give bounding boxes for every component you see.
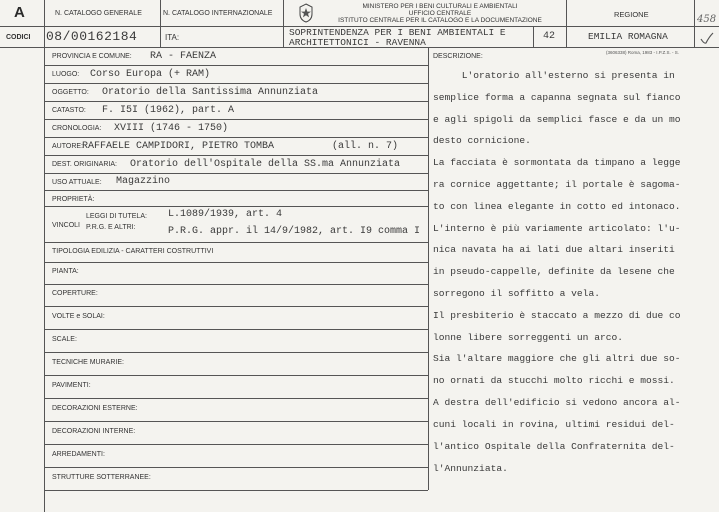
catasto-value: F. I5I (1962), part. A [102,105,235,116]
descrizione-line: to con linea elegante in cotto ed intonaco. [433,200,681,212]
left-margin-rule [44,0,45,512]
section-label: DECORAZIONI ESTERNE: [52,405,138,412]
print-note: (3606338) Roma, 1983 - I.P.Z.S. - S. [606,50,679,55]
cat-internazionale-label: N. CATALOGO INTERNAZIONALE [163,10,273,17]
descrizione-line: lonne libere sorreggenti un arco. [433,331,623,343]
descrizione-label: DESCRIZIONE: [433,53,483,60]
row-rule [44,242,428,243]
descrizione-line: A destra dell'edificio si vedono ancora al- [433,397,681,409]
row-rule [44,173,428,174]
soprintendenza-line: ARCHITETTONICI - RAVENNA [289,37,426,48]
hand-note: 458 [697,14,717,25]
dest-label: DEST. ORIGINARIA: [52,161,117,168]
section-label: VOLTE e SOLAI: [52,313,105,320]
section-label: PAVIMENTI: [52,382,91,389]
emblem-icon [298,3,314,28]
descrizione-line: ra cornice aggettante; il portale è sagoma- [433,178,681,190]
row-rule [44,398,428,399]
descrizione-line: desto cornicione. [433,135,531,147]
proprieta-label: PROPRIETÀ: [52,196,95,203]
codici-label: CODICI [6,34,31,41]
autore-label: AUTORE: [52,143,83,150]
autore-value: RAFFAELE CAMPIDORI, PIETRO TOMBA [82,141,275,152]
cronologia-label: CRONOLOGIA: [52,125,102,132]
row-rule [44,467,428,468]
header-col-rule [283,0,284,47]
prg-label: P.R.G. E ALTRI: [86,224,136,231]
uso-label: USO ATTUALE: [52,179,102,186]
row-rule [44,101,428,102]
vincoli-label: VINCOLI [52,222,81,229]
check-mark-icon [700,32,714,50]
row-rule [44,444,428,445]
descrizione-line: cuni locali in rovina, ultimi residui del- [433,418,675,430]
soprintendenza-line: SOPRINTENDENZA PER I BENI AMBIENTALI E [289,27,506,38]
descrizione-text [433,60,715,485]
descrizione-line: Sia l'altare maggiore che gli altri due so- [433,353,681,365]
section-label: COPERTURE: [52,290,98,297]
row-rule [44,83,428,84]
section-label: STRUTTURE SOTTERRANEE: [52,474,151,481]
section-label: TECNICHE MURARIE: [52,359,124,366]
cronologia-value: XVIII (1746 - 1750) [114,123,229,134]
descrizione-line: Il presbiterio è staccato a mezzo di due co [433,309,681,321]
autore-note: (all. n. 7) [332,141,399,152]
ita-label: ITA: [165,33,180,42]
row-rule [44,65,428,66]
descrizione-line: l'Annunziata. [433,462,508,474]
soprintendenza-code: 42 [543,31,556,42]
luogo-label: LUOGO: [52,71,80,78]
descrizione-line: semplice forma a capanna segnata sul fianco [433,91,681,103]
descrizione-line: e agli spigoli da semplici fasce e da un mo [433,113,681,125]
row-rule [44,119,428,120]
row-rule [44,206,428,207]
section-label: PIANTA: [52,268,79,275]
oggetto-label: OGGETTO: [52,89,89,96]
row-rule [44,190,428,191]
leggi-label: LEGGI DI TUTELA: [86,213,147,220]
cat-generale-label: N. CATALOGO GENERALE [55,10,142,17]
cat-generale-value: 08/00162184 [46,29,138,44]
section-label: ARREDAMENTI: [52,451,105,458]
row-rule [44,329,428,330]
regione-label: REGIONE [614,10,649,19]
row-rule [44,306,428,307]
descrizione-line: in pseudo-cappelle, definite da lesene che [433,266,675,278]
ministero-line: ISTITUTO CENTRALE PER IL CATALOGO E LA DOCUMENTAZIONE [338,17,542,24]
descrizione-line: L'oratorio all'esterno si presenta in [433,69,675,81]
ministero-line: UFFICIO CENTRALE [408,10,472,17]
row-rule [44,352,428,353]
form-letter: A [14,4,25,21]
row-rule [44,155,428,156]
prg-value: P.R.G. appr. il 14/9/1982, art. I9 comma I [168,226,421,237]
leggi-value: L.1089/1939, art. 4 [168,209,283,220]
provincia-label: PROVINCIA E COMUNE: [52,53,132,60]
header-col-rule [694,0,695,47]
descrizione-line: l'antico Ospitale della Confraternita del- [433,440,675,452]
dest-value: Oratorio dell'Ospitale della SS.ma Annunziata [130,159,401,170]
descrizione-line: L'interno è più variamente articolato: l'u- [433,222,681,234]
row-rule [44,137,428,138]
row-rule [44,490,428,491]
row-rule [44,262,428,263]
row-rule [44,375,428,376]
row-rule [44,421,428,422]
section-label: SCALE: [52,336,77,343]
uso-value: Magazzino [116,176,171,187]
section-label: TIPOLOGIA EDILIZIA - CARATTERI COSTRUTTIVI [52,248,214,255]
oggetto-value: Oratorio della Santissima Annunziata [102,87,319,98]
column-divider [428,47,429,490]
header-col-rule [566,0,567,47]
descrizione-line: sorregono il soffitto a vela. [433,288,600,300]
catasto-label: CATASTO: [52,107,86,114]
provincia-value: RA - FAENZA [150,51,217,62]
descrizione-line: La facciata è sormontata da timpano a legge [433,157,681,169]
section-label: DECORAZIONI INTERNE: [52,428,136,435]
row-rule [44,284,428,285]
ministero-line: MINISTERO PER I BENI CULTURALI E AMBIENTALI [362,3,518,10]
regione-value: EMILIA ROMAGNA [588,31,668,42]
header-col-rule [533,26,534,47]
header-col-rule [160,0,161,47]
descrizione-line: no ornati da stucchi molto ricchi e mossi. [433,375,675,387]
luogo-value: Corso Europa (+ RAM) [90,69,211,80]
descrizione-line: nica navata ha ai lati due altari inseriti [433,244,675,256]
